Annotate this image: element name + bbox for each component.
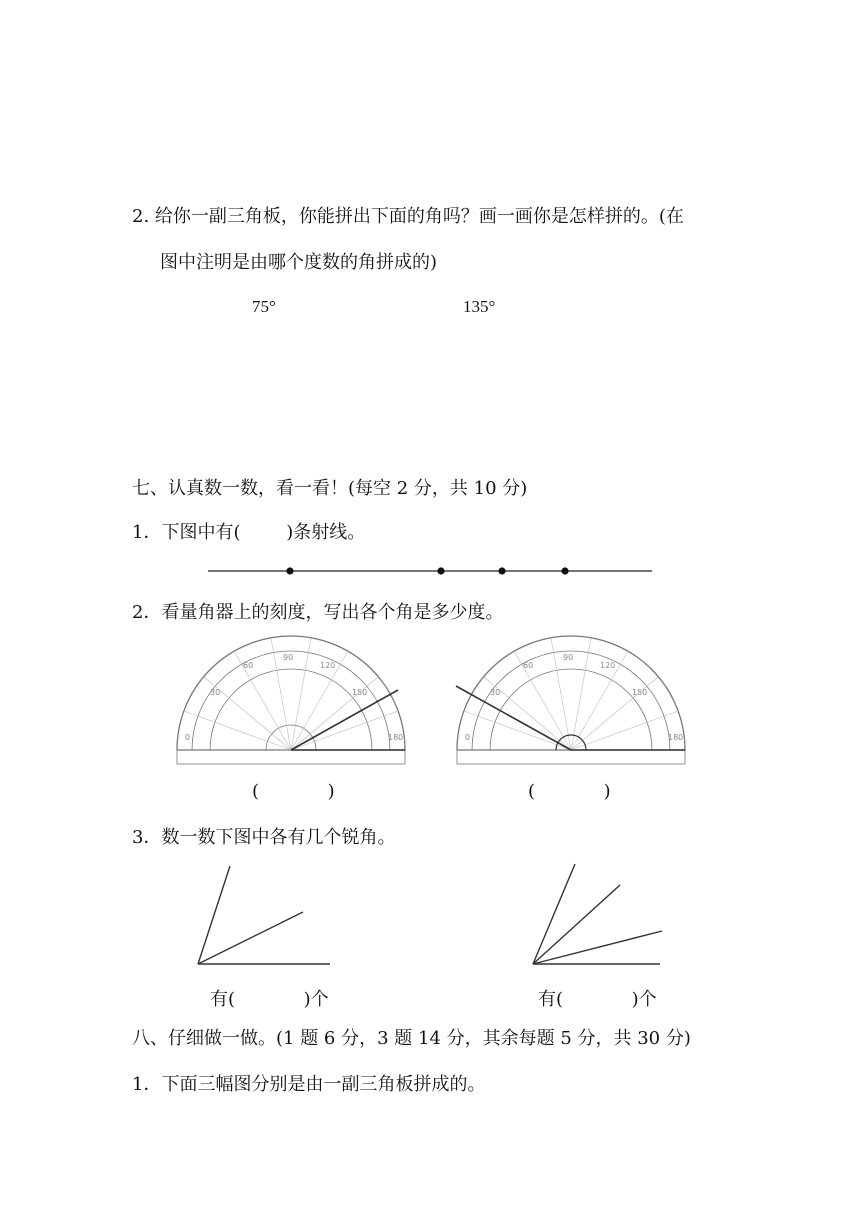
ray-point <box>561 567 568 574</box>
ray-line-figure <box>208 567 652 574</box>
svg-text:150: 150 <box>632 688 648 697</box>
ray-point <box>437 567 444 574</box>
ray-point <box>498 567 505 574</box>
svg-text:30: 30 <box>210 688 221 697</box>
acute-angle-figure-left <box>198 866 330 964</box>
section-8-title: 八、仔细做一做。(1 题 6 分，3 题 14 分，其余每题 5 分，共 30 分) <box>132 1028 691 1049</box>
svg-text:90: 90 <box>563 653 574 662</box>
section-7-question-3: 3．数一数下图中各有几个锐角。 <box>132 827 396 848</box>
angle-label-75: 75° <box>252 297 276 316</box>
section-7-question-1: 1．下图中有( )条射线。 <box>132 522 366 543</box>
ray-point <box>286 567 293 574</box>
svg-text:60: 60 <box>523 661 534 670</box>
svg-text:180: 180 <box>668 733 684 742</box>
svg-text:120: 120 <box>320 661 336 670</box>
protractor-right <box>457 636 685 764</box>
svg-text:60: 60 <box>243 661 254 670</box>
protractor-left <box>177 636 405 764</box>
acute-angle-figure-right <box>533 864 662 964</box>
section-8-question-1: 1．下面三幅图分别是由一副三角板拼成的。 <box>132 1074 486 1095</box>
answer-blank-acute-right[interactable]: 有( )个 <box>538 989 657 1010</box>
svg-text:0: 0 <box>185 733 191 742</box>
question-6-2-line2: 图中注明是由哪个度数的角拼成的) <box>160 252 438 273</box>
svg-text:90: 90 <box>283 653 294 662</box>
section-7-title: 七、认真数一数，看一看！(每空 2 分，共 10 分) <box>132 478 528 499</box>
answer-blank-protractor-left[interactable]: ( ) <box>252 781 335 802</box>
svg-text:0: 0 <box>465 733 471 742</box>
svg-text:180: 180 <box>388 733 404 742</box>
section-7-question-2: 2．看量角器上的刻度，写出各个角是多少度。 <box>132 602 504 623</box>
answer-blank-acute-left[interactable]: 有( )个 <box>210 989 329 1010</box>
svg-text:30: 30 <box>490 688 501 697</box>
svg-text:150: 150 <box>352 688 368 697</box>
svg-text:120: 120 <box>600 661 616 670</box>
angle-label-135: 135° <box>463 297 496 316</box>
question-6-2-line1: 2. 给你一副三角板，你能拼出下面的角吗？画一画你是怎样拼的。(在 <box>132 206 684 227</box>
answer-blank-protractor-right[interactable]: ( ) <box>528 781 611 802</box>
